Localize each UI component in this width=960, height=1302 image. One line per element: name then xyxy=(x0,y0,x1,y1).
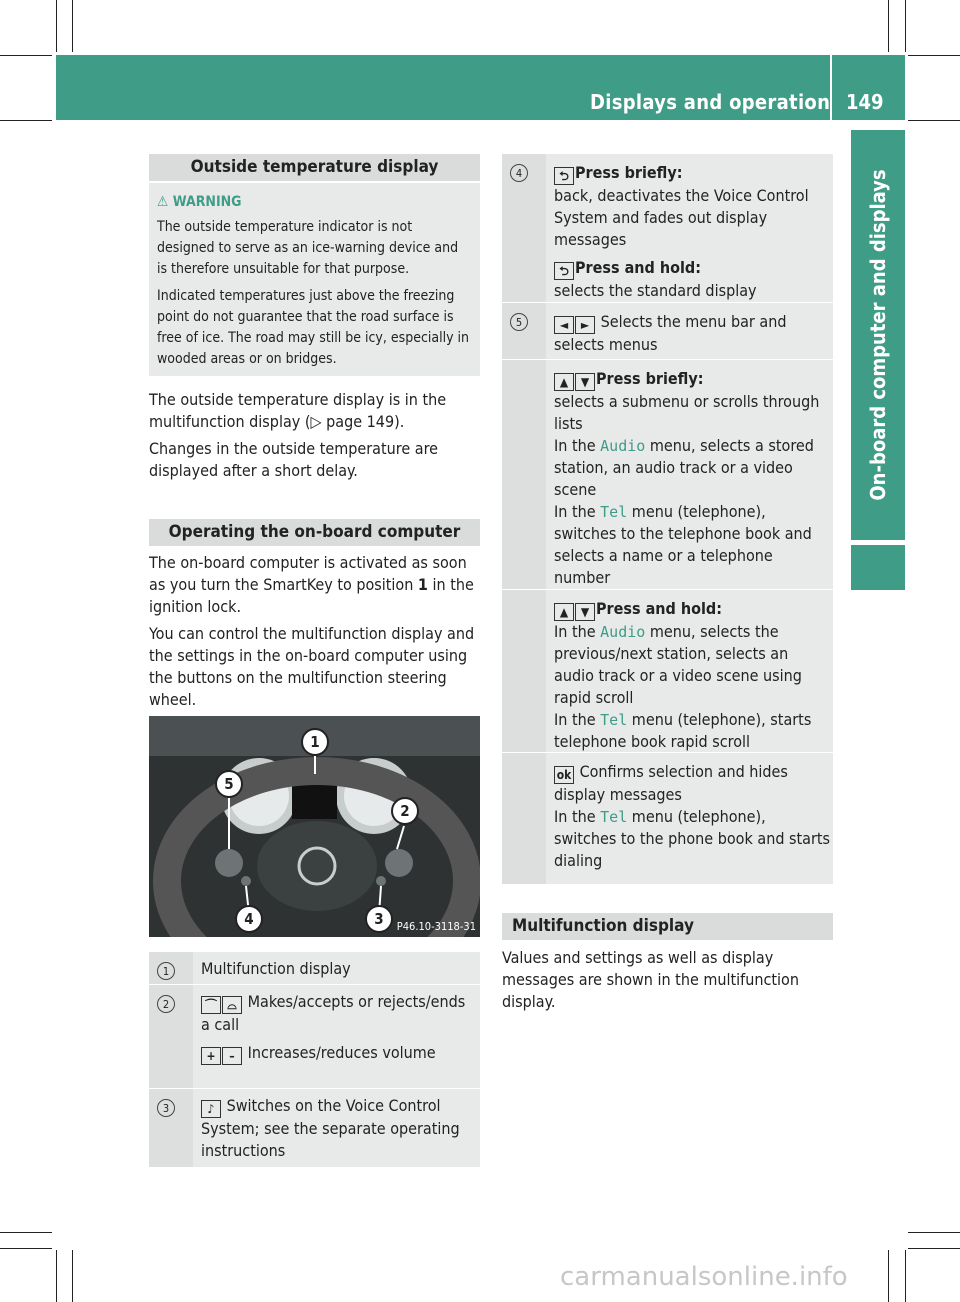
section-title xyxy=(502,913,833,940)
crop-mark xyxy=(72,0,73,52)
item-number: 1 xyxy=(157,962,175,980)
side-tab-label: On-board computer and displays xyxy=(866,169,890,501)
crop-mark xyxy=(0,55,52,56)
legend-table xyxy=(149,952,480,1167)
phone-reject-icon: ⌓ xyxy=(222,996,242,1014)
body-text xyxy=(149,389,480,487)
crop-mark xyxy=(908,55,960,56)
right-arrow-icon: ► xyxy=(575,316,595,334)
down-arrow-icon: ▼ xyxy=(575,603,595,621)
item-text xyxy=(554,311,832,356)
callout-2: 2 xyxy=(391,797,419,825)
item-line xyxy=(554,501,832,589)
back-icon: ⮌ xyxy=(554,262,574,280)
text-span: in the ignition lock. xyxy=(149,575,474,616)
item-line xyxy=(554,435,832,501)
item-text xyxy=(554,761,832,872)
watermark: carmanualsonline.info xyxy=(560,1262,848,1292)
paragraph: Changes in the outside temperature are displayed after a short delay. xyxy=(149,439,438,480)
text-span: menu (telephone), switches to the phone book and starts dialing xyxy=(554,807,831,870)
back-icon: ⮌ xyxy=(554,167,574,185)
text-span: menu, selects the previous/next station, selects an audio track or a video scene using rapid scroll xyxy=(554,622,802,707)
menu-name: Audio xyxy=(600,437,646,455)
item-line-text: Switches on the Voice Control System; see the separate operating instructions xyxy=(201,1096,460,1160)
item-line-bold: Press and hold: xyxy=(596,599,722,618)
table-row xyxy=(149,1088,480,1167)
menu-name: Tel xyxy=(600,711,628,729)
down-arrow-icon: ▼ xyxy=(575,373,595,391)
table-row xyxy=(149,984,480,1088)
item-line-text: Confirms selection and hides display messages xyxy=(554,762,788,804)
menu-name: Audio xyxy=(600,623,646,641)
menu-name: Tel xyxy=(600,503,628,521)
up-arrow-icon: ▲ xyxy=(554,373,574,391)
left-arrow-icon: ◄ xyxy=(554,316,574,334)
crop-mark xyxy=(888,1250,889,1302)
section-title-text: Multifunction display xyxy=(512,916,694,936)
crop-mark xyxy=(0,1248,52,1249)
item-line-text: Makes/accepts or rejects/ends a call xyxy=(201,992,466,1034)
steering-wheel-photo xyxy=(149,716,480,937)
warning-heading xyxy=(157,192,472,213)
section-title xyxy=(149,154,480,181)
item-line: back, deactivates the Voice Control System and fades out display messages xyxy=(554,186,809,249)
paragraph: You can control the multifunction display and the settings in the on-board computer using the buttons on the multifunction steering wheel. xyxy=(149,624,475,709)
body-text xyxy=(149,552,484,716)
item-text xyxy=(554,162,832,308)
crop-mark xyxy=(0,120,52,121)
crop-mark xyxy=(888,0,889,52)
item-line xyxy=(554,761,832,806)
paragraph xyxy=(149,552,484,618)
crop-mark xyxy=(908,1248,960,1249)
table-row xyxy=(502,154,833,302)
plus-icon: + xyxy=(201,1047,221,1065)
item-line: selects a submenu or scrolls through lists xyxy=(554,392,820,433)
text-span: In the xyxy=(554,622,601,641)
position-number: 1 xyxy=(417,575,428,594)
warning-box xyxy=(149,183,480,376)
voice-control-icon: ♪ xyxy=(201,1100,221,1118)
header-divider xyxy=(830,55,832,120)
item-line-text: Selects the menu bar and selects menus xyxy=(554,312,787,354)
table-row xyxy=(502,589,833,752)
crop-mark xyxy=(72,1250,73,1302)
table-row xyxy=(149,952,480,984)
table-row xyxy=(502,752,833,884)
photo-code: P46.10-3118-31 xyxy=(396,920,476,933)
section-title xyxy=(149,519,480,546)
warning-text: The outside temperature indicator is not designed to serve as an ice-warning device and is therefore unsuitable for that purpose. xyxy=(157,219,459,277)
callout-3: 3 xyxy=(365,905,393,933)
item-line-bold: Press briefly: xyxy=(575,163,683,182)
phone-accept-icon: ⌒ xyxy=(201,996,221,1014)
crop-mark xyxy=(905,1250,906,1302)
legend-table xyxy=(502,154,833,884)
table-row xyxy=(502,359,833,589)
ok-icon: ok xyxy=(554,766,574,784)
side-tab-block xyxy=(851,545,905,590)
item-text: Multifunction display xyxy=(201,959,351,978)
minus-icon: – xyxy=(222,1047,242,1065)
item-line: selects the standard display xyxy=(554,281,757,300)
item-line-text: Increases/reduces volume xyxy=(243,1043,436,1062)
item-line xyxy=(554,709,832,753)
text-span: menu (telephone), switches to the telephone book and selects a name or a telephone number xyxy=(554,502,812,587)
item-line xyxy=(201,1042,476,1065)
table-row xyxy=(502,302,833,359)
callout-1: 1 xyxy=(301,728,329,756)
crop-mark xyxy=(56,0,57,52)
item-text xyxy=(201,1095,476,1162)
warning-icon: ⚠ xyxy=(157,194,169,210)
item-number: 4 xyxy=(510,164,528,182)
paragraph: Values and settings as well as display messages are shown in the multifunction display. xyxy=(502,948,799,1011)
item-line xyxy=(554,257,832,280)
text-span: In the xyxy=(554,807,601,826)
item-text xyxy=(201,991,476,1071)
callout-4: 4 xyxy=(235,905,263,933)
crop-mark xyxy=(908,1232,960,1233)
warning-text: Indicated temperatures just above the freezing point do not guarantee that the road surface is free of ice. The road may still be icy, especially in wooded areas or on bridges. xyxy=(157,288,470,367)
section-title-text: Outside temperature display xyxy=(190,157,439,177)
up-arrow-icon: ▲ xyxy=(554,603,574,621)
item-line-bold: Press and hold: xyxy=(575,258,701,277)
crop-mark xyxy=(0,1232,52,1233)
callout-5: 5 xyxy=(215,770,243,798)
item-line xyxy=(554,368,832,391)
text-span: In the xyxy=(554,710,601,729)
item-line xyxy=(554,162,832,185)
crop-mark xyxy=(908,120,960,121)
crop-mark xyxy=(905,0,906,52)
text-span: menu, selects a stored station, an audio track or a video scene xyxy=(554,436,814,499)
item-text xyxy=(554,368,832,589)
item-number: 5 xyxy=(510,313,528,331)
body-text xyxy=(502,947,833,1018)
item-text xyxy=(554,598,832,753)
item-line xyxy=(201,991,476,1036)
item-line-bold: Press briefly: xyxy=(596,369,704,388)
text-span: In the xyxy=(554,436,601,455)
item-line xyxy=(554,598,832,621)
item-number: 2 xyxy=(157,995,175,1013)
item-number: 3 xyxy=(157,1099,175,1117)
text-span: menu (telephone), starts telephone book rapid scroll xyxy=(554,710,812,751)
page-number: 149 xyxy=(846,90,884,114)
warning-title: WARNING xyxy=(172,194,242,210)
header-title: Displays and operation xyxy=(590,90,831,114)
text-span: In the xyxy=(554,502,601,521)
text-span: The on-board computer is activated as soon as you turn the SmartKey to position xyxy=(149,553,467,594)
item-line xyxy=(554,621,832,709)
section-title-text: Operating the on-board computer xyxy=(168,522,461,542)
menu-name: Tel xyxy=(600,808,628,826)
paragraph: The outside temperature display is in the multifunction display (▷ page 149). xyxy=(149,390,447,431)
crop-mark xyxy=(56,1250,57,1302)
item-line xyxy=(554,806,832,872)
